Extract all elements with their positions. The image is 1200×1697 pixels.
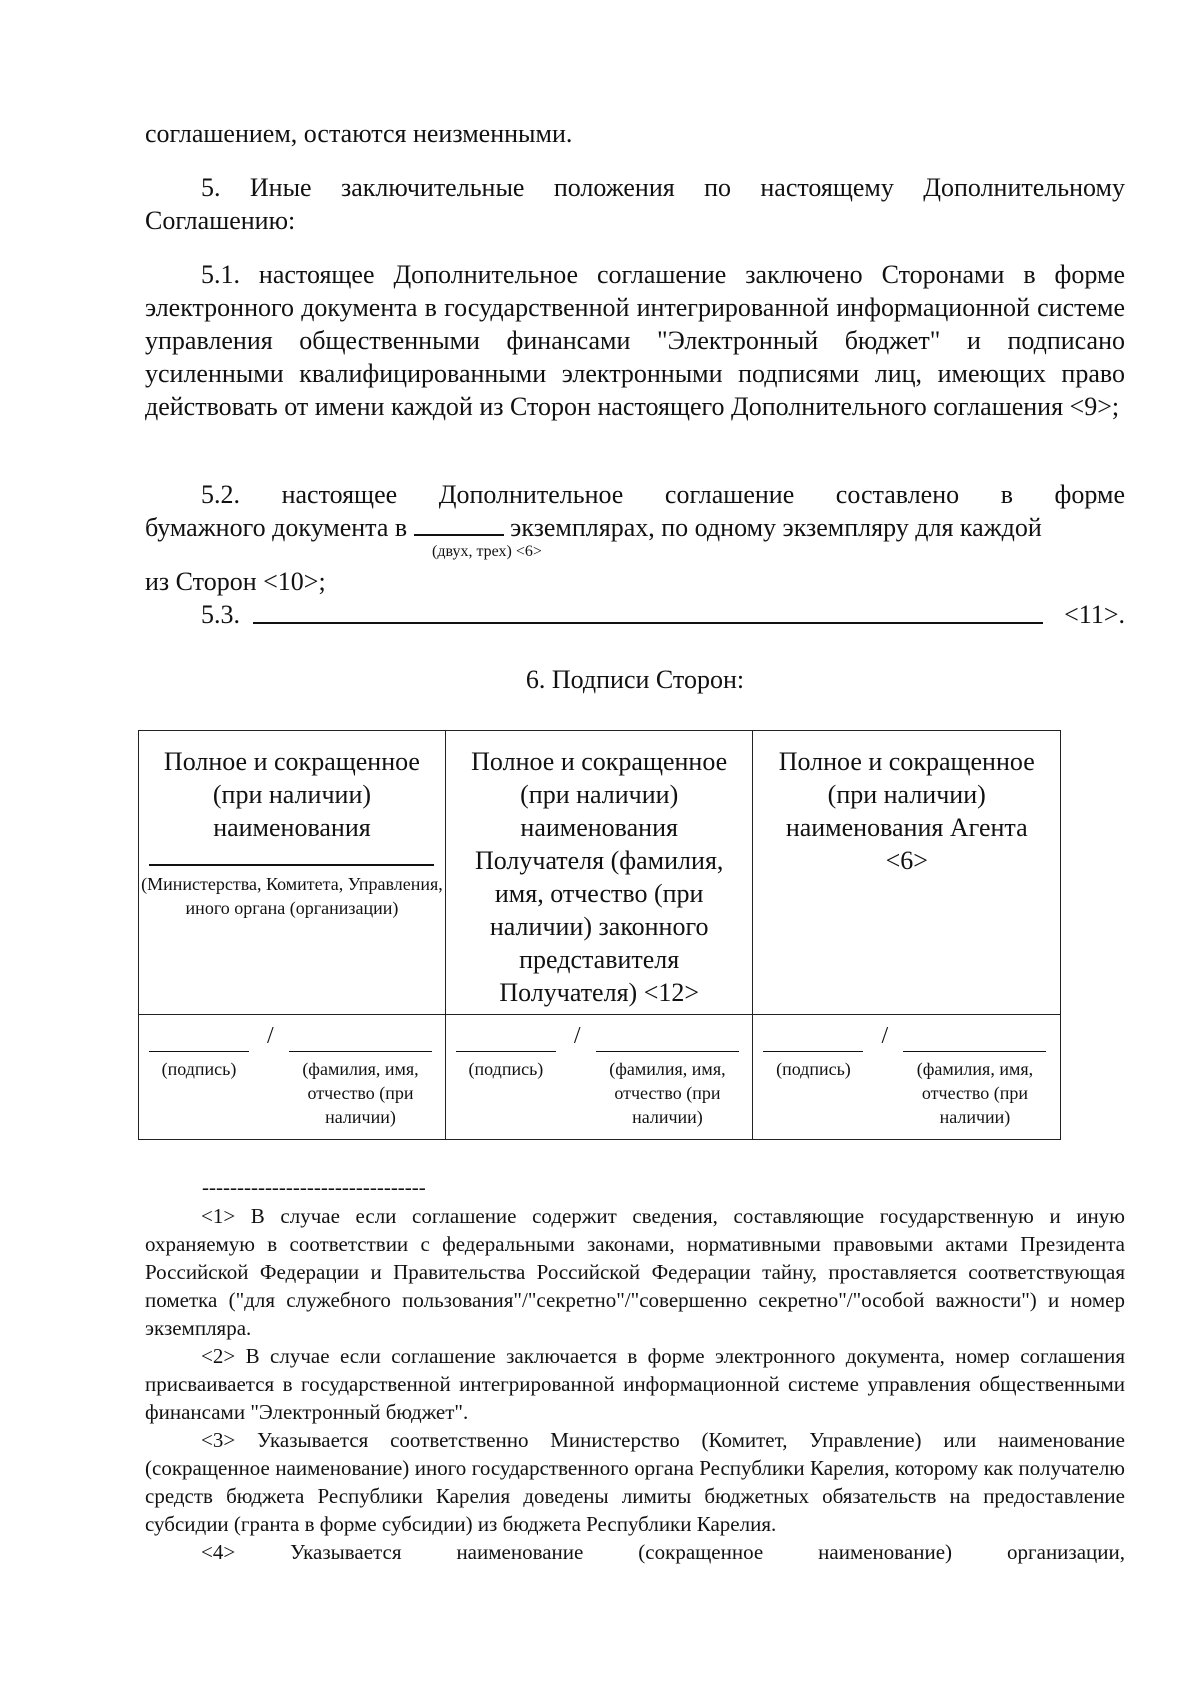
footnotes <box>145 1202 1125 1566</box>
signature-caption: (подпись) <box>776 1059 851 1079</box>
section-5-2-line3: из Сторон <10>; <box>145 567 326 596</box>
section-5-line1: 5. Иные заключительные положения по настоящему Дополнительному <box>201 173 1125 202</box>
section-5-1-text: 5.1. настоящее Дополнительное соглашение заключено Сторонами в форме электронного документа в государственной интегрированной информационной системе управления общественными финансами "Электронный бюджет" и подписано усиленными квалифицированными электронными подписями лиц, имеющих право действовать от имени каждой из Сторон настоящего Дополнительного соглашения <9>; <box>145 260 1125 421</box>
section-5-3 <box>145 598 1125 631</box>
section-5-3-blank-line <box>253 622 1043 624</box>
signatures-table <box>138 730 1061 1140</box>
section-5-line2: Соглашению: <box>145 206 296 235</box>
body-text <box>145 117 1125 150</box>
footnote-4: <4> Указывается наименование (сокращенное наименование) организации, <box>201 1540 1125 1564</box>
copies-hint: (двух, трех) <6> <box>432 543 542 560</box>
section-5-1 <box>145 258 1125 423</box>
section-5-2-end <box>145 565 1125 598</box>
signature-line <box>149 1051 249 1052</box>
name-line <box>903 1051 1046 1052</box>
signature-line <box>763 1051 863 1052</box>
section-5 <box>145 171 1125 237</box>
signature-caption: (подпись) <box>468 1059 544 1079</box>
signatures-sign-row <box>139 1015 1061 1140</box>
signature-caption: (подпись) <box>161 1059 237 1079</box>
footnote-1: <1> В случае если соглашение содержит сведения, составляющие государственную и иную охраняемую в соответствии с федеральными законами, нормативными правовыми актами Президента Российской Федерации и Правительства Российской Федерации тайну, проставляется соответствующая пометка ("для служебного пользования"/"секретно"/"совершенно секретно"/"особой важности") и номер экземпляра. <box>145 1204 1125 1340</box>
paragraph-continuation: соглашением, остаются неизменными. <box>145 119 573 148</box>
section-5-2 <box>145 478 1125 544</box>
name-line <box>596 1051 739 1052</box>
party-1-name-line <box>149 850 434 866</box>
slash-separator: / <box>881 1023 889 1049</box>
party-1-header: Полное и сокращенное (при наличии) наименования <box>163 747 420 842</box>
signature-line <box>456 1051 556 1052</box>
name-caption: (фамилия, имя, отчество (при наличии) <box>302 1059 419 1127</box>
section-5-2-line2 <box>145 511 1125 544</box>
sign-cell-3 <box>753 1015 1061 1140</box>
section-5-2-line2-b: экземплярах, по одному экземпляру для каждой <box>510 513 1042 542</box>
section-5-2-line1: 5.2. настоящее Дополнительное соглашение составлено в форме <box>201 480 1125 509</box>
signatures-heading: 6. Подписи Сторон: <box>525 665 745 694</box>
footnote-2: <2> В случае если соглашение заключается в форме электронного документа, номер соглашения присваивается в государственной интегрированной информационной системе управления общественными финансами "Электронный бюджет". <box>145 1344 1125 1424</box>
signatures-header-row <box>139 731 1061 1015</box>
party-cell-recipient <box>445 731 753 1015</box>
name-caption: (фамилия, имя, отчество (при наличии) <box>609 1059 726 1127</box>
slash-separator: / <box>573 1023 581 1049</box>
footnote-separator: -------------------------------- <box>202 1175 426 1199</box>
slash-separator: / <box>267 1023 274 1049</box>
section-5-3-number: 5.3. <box>201 600 240 629</box>
footnote-3: <3> Указывается соответственно Министерство (Комитет, Управление) или наименование (сокращенное наименование) иного государственного органа Республики Карелия, которому как получателю средств бюджета Республики Карелия доведены лимиты бюджетных обязательств на предоставление субсидии (гранта в форме субсидии) из бюджета Республики Карелия. <box>145 1428 1125 1536</box>
party-cell-agent <box>753 731 1061 1015</box>
section-5-2-line2-a: бумажного документа в <box>145 513 408 542</box>
sign-cell-1 <box>139 1015 446 1140</box>
party-1-note: (Министерства, Комитета, Управления, иного органа (организации) <box>141 874 443 918</box>
name-line <box>289 1051 432 1052</box>
sign-cell-2 <box>445 1015 753 1140</box>
copies-blank-line <box>414 512 504 536</box>
party-2-header: Полное и сокращенное (при наличии) наименования Получателя (фамилия, имя, отчество (при наличии) законного представителя Получателя) <12> <box>471 747 728 1007</box>
name-caption: (фамилия, имя, отчество (при наличии) <box>916 1059 1034 1127</box>
party-3-header: Полное и сокращенное (при наличии) наименования Агента <6> <box>778 747 1035 875</box>
party-cell-ministry <box>139 731 446 1015</box>
section-5-3-ref: <11>. <box>1064 600 1125 629</box>
